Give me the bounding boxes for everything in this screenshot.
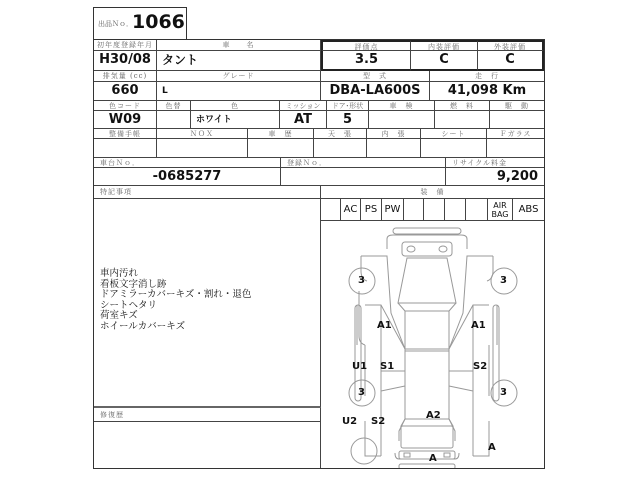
displacement-header: 排気量 (cc) — [94, 71, 157, 82]
nox-header: ＮＯＸ — [157, 129, 248, 139]
note-line: シートヘタリ — [100, 299, 158, 311]
recycle-value: 9,200 — [446, 168, 544, 186]
mark-wheel-fl: 3 — [358, 275, 365, 286]
equipment-airbag: AIR BAG — [488, 199, 513, 221]
first-reg-value: H30/08 — [94, 51, 157, 71]
equipment-ac: AC — [341, 199, 361, 221]
color-code-header: 色コード — [94, 101, 157, 111]
headliner-value — [314, 139, 367, 158]
windshield-header: Ｆガラス — [487, 129, 544, 139]
mark-wheel-fr: 3 — [500, 275, 507, 286]
equipment-pw: PW — [382, 199, 404, 221]
lot-number-box — [93, 7, 187, 39]
interior-trim-header: 内 張 — [367, 129, 421, 139]
fuel-value — [435, 111, 490, 129]
note-line: 荷室キズ — [100, 310, 138, 321]
drive-value — [490, 111, 544, 129]
equipment-slot — [466, 199, 488, 221]
model-value: DBA-LA600S — [321, 82, 430, 101]
color-value: ホワイト — [191, 111, 280, 129]
exterior-header: 外装評価 — [478, 40, 544, 51]
repair-header: 修復歴 — [94, 408, 321, 422]
mark-left-rocker: U1 — [352, 361, 368, 372]
mark-left-rear-lower: U2 — [342, 416, 358, 427]
note-line: ホイールカバーキズ — [100, 320, 186, 332]
color-code-value: W09 — [94, 111, 157, 129]
interior-header: 内装評価 — [411, 40, 478, 51]
transmission-header: ミッション — [280, 101, 327, 111]
mark-tailgate: A2 — [426, 410, 441, 421]
mark-front-right-fender: A1 — [471, 320, 486, 331]
notes-box — [94, 199, 321, 408]
mark-rear-bumper: A — [429, 453, 437, 464]
registration-header: 登録Ｎｏ． — [281, 158, 446, 168]
seat-header: シート — [421, 129, 487, 139]
mark-right-rear-door: S2 — [473, 361, 488, 372]
interior-value: C — [411, 51, 478, 71]
score-header: 評価点 — [321, 40, 411, 51]
registration-value — [281, 168, 446, 186]
equipment-header: 装 備 — [321, 186, 544, 199]
displacement-value: 660 — [94, 82, 157, 101]
interior-trim-value — [367, 139, 421, 158]
equipment-abs: ABS — [518, 204, 539, 215]
color-header: 色 — [191, 101, 280, 111]
score-value: 3.5 — [321, 51, 411, 71]
headliner-header: 天 張 — [314, 129, 367, 139]
history-value — [248, 139, 314, 158]
grade-header: グレード — [157, 71, 321, 82]
inspection-value — [369, 111, 435, 129]
windshield-value — [487, 139, 544, 158]
car-outline-icon — [321, 221, 544, 468]
service-book-header: 整備手帳 — [94, 129, 157, 139]
note-line: 看板文字消し跡 — [100, 278, 167, 290]
damage-diagram — [321, 221, 544, 468]
model-header: 型 式 — [321, 71, 430, 82]
notes-header: 特記事項 — [94, 186, 321, 199]
note-line: ドアミラーカバーキズ・割れ・退色 — [100, 289, 252, 300]
car-name-value: タント — [157, 51, 321, 71]
lot-number: 1066 — [132, 11, 185, 33]
service-book-value — [94, 139, 157, 158]
mark-rear-bumper-right: A — [488, 442, 496, 453]
equipment-slot — [424, 199, 445, 221]
mileage-header: 走 行 — [430, 71, 544, 82]
note-line: 車内汚れ — [100, 268, 139, 279]
fuel-header: 燃 料 — [435, 101, 490, 111]
history-header: 車 歴 — [248, 129, 314, 139]
equipment-ps: PS — [361, 199, 382, 221]
color-change-header: 色替 — [157, 101, 191, 111]
inspection-header: 車 検 — [369, 101, 435, 111]
grade-value: L — [157, 82, 321, 101]
repair-box — [94, 422, 321, 468]
mark-wheel-rr: 3 — [500, 387, 507, 398]
chassis-value: -0685277 — [94, 168, 281, 186]
auction-sheet — [93, 39, 545, 469]
equipment-slot — [445, 199, 466, 221]
mark-left-rear-quarter: S2 — [371, 416, 386, 427]
equipment-slot — [321, 199, 341, 221]
chassis-header: 車台Ｎｏ． — [94, 158, 281, 168]
transmission-value: AT — [280, 111, 327, 129]
mileage-value: 41,098 Km — [430, 82, 544, 101]
car-name-header: 車 名 — [157, 40, 321, 51]
mark-front-left-fender: A1 — [377, 320, 392, 331]
first-reg-header: 初年度登録年月 — [94, 40, 157, 51]
recycle-header: リサイクル料金 — [446, 158, 544, 168]
drive-header: 駆 動 — [490, 101, 544, 111]
mark-wheel-rl: 3 — [358, 387, 365, 398]
equipment-slot — [404, 199, 424, 221]
nox-value — [157, 139, 248, 158]
mark-left-rear-door: S1 — [380, 361, 395, 372]
exterior-value: C — [478, 51, 544, 71]
color-change-value — [157, 111, 191, 129]
notes-list — [100, 269, 251, 332]
lot-label: 出品Ｎｏ． — [98, 20, 133, 28]
seat-value — [421, 139, 487, 158]
doors-value: 5 — [327, 111, 369, 129]
equipment-row — [321, 199, 544, 221]
doors-header: ドア･形状 — [327, 101, 369, 111]
